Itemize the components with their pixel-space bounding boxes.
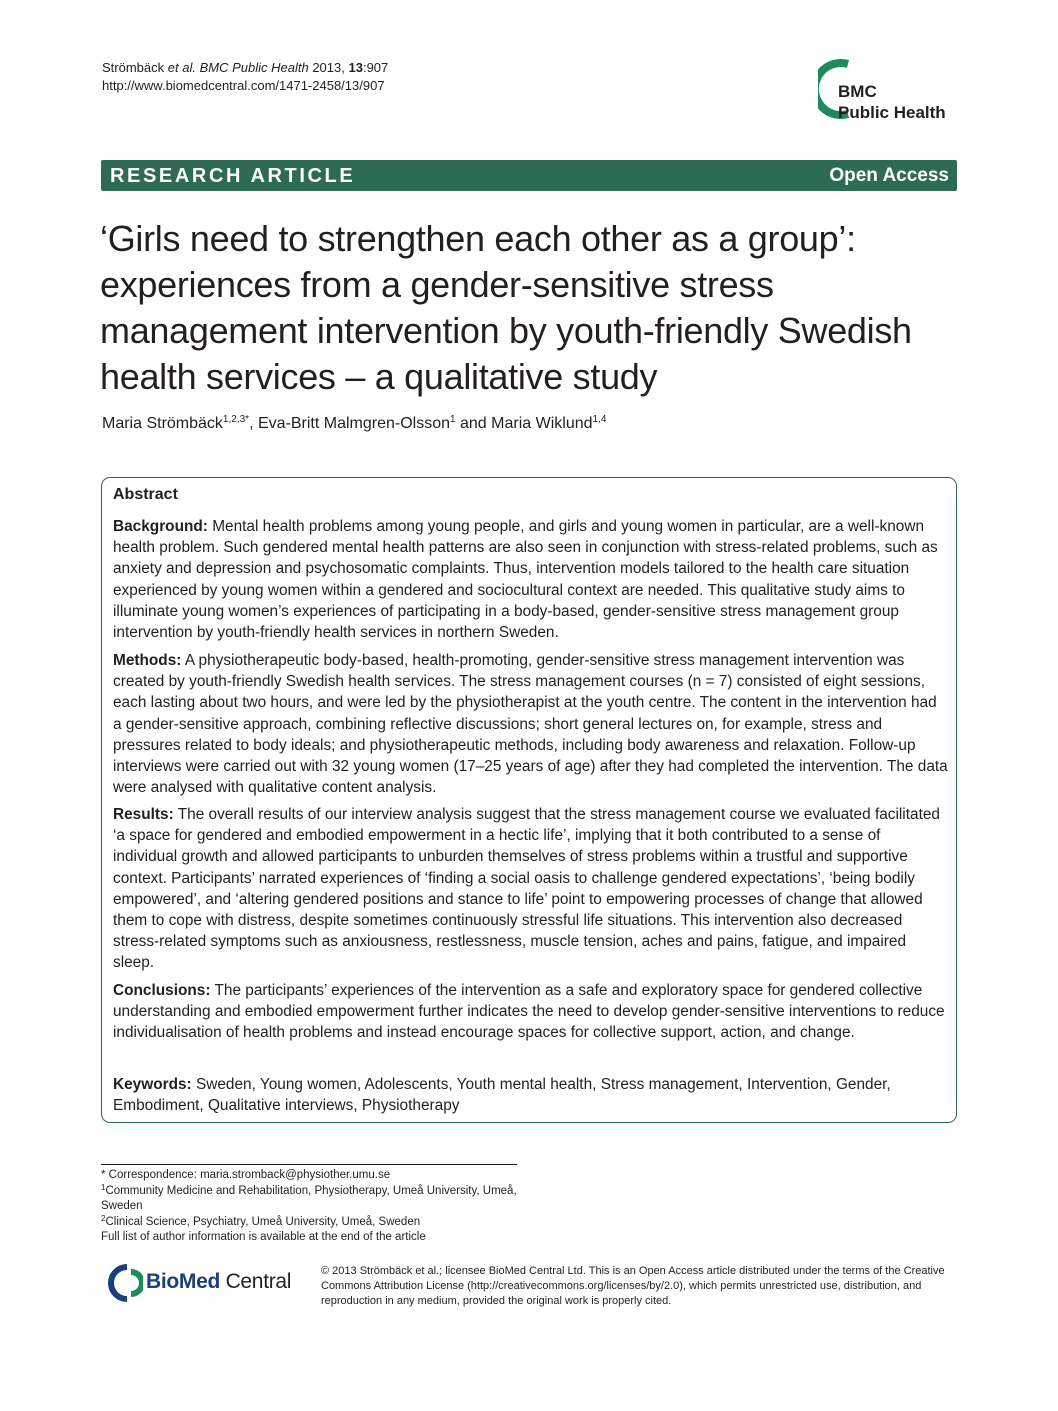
author-name[interactable]: Maria Wiklund [491, 415, 593, 432]
article-type-label: RESEARCH ARTICLE [110, 165, 356, 187]
open-access-label: Open Access [829, 165, 949, 186]
abstract-box [101, 477, 957, 1123]
citation-et-al: et al. [167, 60, 196, 75]
citation-volume: 13 [348, 60, 363, 75]
citation-header [102, 59, 388, 95]
publisher-logo-mark-icon [101, 1263, 143, 1303]
keywords-label: Keywords: [113, 1076, 192, 1093]
author-name[interactable]: Eva-Britt Malmgren-Olsson [257, 415, 450, 432]
background-text: Mental health problems among young people, and girls and young women in particular, are a well-known health problem. Such gendered mental health patterns are also seen in conjunction with stress-related problems, such as anxiety and depression and psychosomatic complaints. Thus, intervention models tailored to the health care situation experienced by young women within a gendered and sociocultural context are needed. This qualitative study aims to illuminate young women’s experiences of participating in a body-based, gender-sensitive stress management group intervention by youth-friendly health services in northern Sweden. [113, 518, 938, 642]
article-type-banner [101, 160, 957, 191]
results-label: Results: [113, 806, 174, 823]
abstract-results [113, 804, 948, 974]
conclusions-text: The participants’ experiences of the intervention as a safe and exploratory space for gendered collective understanding and embodied empowerment further indicates the need to develop gender-sensitive interventions to reduce individualisation of health problems and instead encourage spaces for collective support, action, and change. [113, 982, 945, 1042]
affiliation-text: Clinical Science, Psychiatry, Umeå University, Umeå, Sweden [105, 1215, 421, 1228]
methods-text: A physiotherapeutic body-based, health-promoting, gender-sensitive stress management intervention was created by youth-friendly Swedish health services. The stress management courses (n = 7) consisted of eight sessions, each lasting about two hours, and were led by the physiotherapist at the youth centre. The content in the intervention had a gender-sensitive approach, combining reflective discussions; short general lectures on, for example, stress and pressures related to body ideals; and physiotherapeutic methods, including body awareness and relaxation. Follow-up interviews were carried out with 32 young women (17–25 years of age) after they had completed the intervention. The data were analysed with qualitative content analysis. [113, 652, 948, 797]
journal-logo-line1: BMC [838, 82, 877, 101]
background-label: Background: [113, 518, 208, 535]
footnote-divider [101, 1164, 517, 1165]
citation-line [102, 59, 388, 77]
publisher-logo-central: Central [220, 1270, 292, 1293]
abstract-conclusions [113, 980, 948, 1044]
affiliation-number: 2 [101, 1213, 106, 1223]
affiliation-note [101, 1184, 521, 1215]
publisher-logo-bio: BioMed [146, 1270, 221, 1293]
keywords-text: Sweden, Young women, Adolescents, Youth mental health, Stress management, Intervention, Gender, Embodiment, Qualitative interviews, Physiotherapy [113, 1076, 891, 1115]
citation-url[interactable]: http://www.biomedcentral.com/1471-2458/13/907 [102, 78, 385, 93]
abstract-heading: Abstract [113, 486, 178, 503]
author-affiliation: 1,2,3* [222, 414, 250, 425]
author-affiliation: 1,4 [592, 414, 607, 425]
article-title: ‘Girls need to strengthen each other as a group’: experiences from a gender-sensitive stress management intervention by youth-friendly Swedish health services – a qualitative study [100, 218, 912, 397]
abstract-keywords [113, 1074, 948, 1116]
journal-logo [818, 58, 963, 128]
author-separator: and [455, 415, 492, 432]
citation-authors: Strömbäck [102, 60, 165, 75]
author-list [102, 413, 606, 435]
publisher-logo-text [146, 1269, 291, 1295]
abstract-methods [113, 650, 948, 798]
publisher-logo [101, 1263, 301, 1303]
license-text: © 2013 Strömbäck et al.; licensee BioMed Central Ltd. This is an Open Access article distributed under the terms of the Creative Commons Attribution License (http://creativecommons.org/licenses/by/2.0), which permits unrestricted use, distribution, and reproduction in any medium, provided the original work is properly cited. [321, 1265, 945, 1308]
footnotes [101, 1168, 521, 1246]
methods-label: Methods: [113, 652, 182, 669]
affiliation-number: 1 [101, 1182, 106, 1192]
conclusions-label: Conclusions: [113, 982, 211, 999]
author-name[interactable]: Maria Strömbäck [102, 415, 223, 432]
journal-logo-line2: Public Health [838, 103, 946, 122]
results-text: The overall results of our interview analysis suggest that the stress management course we evaluated facilitated ‘a space for gendered and embodied empowerment in a hectic life’, implying that it both contributed to a sense of individual growth and allowed participants to unburden themselves of stress problems within a trustful and supportive context. Participants’ narrated experiences of ‘finding a social oasis to challenge gendered expectations’, ‘being bodily empowered’, and ‘altering gendered positions and stance to life’ point to empowering processes of change that allowed them to cope with distress, despite sometimes continuously stressful life situations. This intervention also decreased stress-related symptoms such as anxiousness, restlessness, muscle tension, aches and pains, fatigue, and impaired sleep. [113, 806, 940, 972]
citation-year: 2013, [312, 60, 345, 75]
affiliation-text: Community Medicine and Rehabilitation, Physiotherapy, Umeå University, Umeå, Sweden [101, 1184, 517, 1213]
author-info-note: Full list of author information is available at the end of the article [101, 1231, 426, 1244]
abstract-background [113, 516, 948, 643]
citation-article-number: :907 [362, 60, 389, 75]
correspondence-note[interactable]: * Correspondence: maria.stromback@physiother.umu.se [101, 1169, 391, 1181]
author-affiliation: 1 [450, 414, 456, 425]
affiliation-note [101, 1215, 521, 1231]
author-separator: , [249, 415, 258, 432]
citation-journal: BMC Public Health [199, 60, 309, 75]
